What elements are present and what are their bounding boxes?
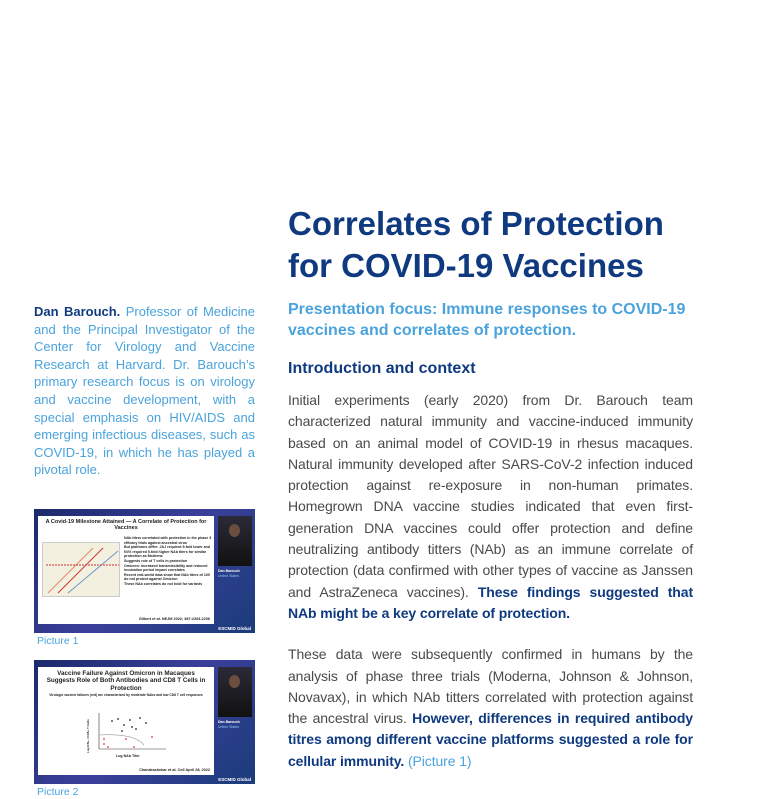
speaker-name: Dan Barouch <box>218 719 240 724</box>
slide-panel <box>38 516 214 624</box>
p2-text: These data were subsequently confirmed in humans by the analysis of phase three trials (Moderna, Johnson & Johnson, Novavax), in which NAb titters correlated with protection against the ancestral virus. <box>288 646 693 727</box>
paragraph-1 <box>288 390 693 624</box>
slide-panel <box>38 667 214 775</box>
paragraph-2 <box>288 644 693 772</box>
picture-2-caption: Picture 2 <box>37 785 79 798</box>
picture-ref[interactable]: (Picture 1) <box>404 752 472 769</box>
speaker-label <box>218 569 252 579</box>
speaker-name: Dan Barouch <box>218 568 240 573</box>
presentation-focus: Presentation focus: Immune responses to COVID-19 vaccines and correlates of protection. <box>288 301 686 339</box>
bullet: These NAb correlates do not hold for variants <box>124 581 203 586</box>
p1-bold: These findings suggested that NAb might be a key correlate of protection. <box>288 583 694 621</box>
slide-title: Vaccine Failure Against Omicron in Macaques Suggests Role of Both Antibodies and CD8 T Cells in Protection <box>46 669 206 692</box>
escmid-logo: ESCMID Global <box>218 625 251 631</box>
scatter-plot <box>94 711 169 753</box>
bullet: Recent real-world data show that NAb titers of 100 do not protect against Omicron <box>124 572 210 582</box>
p2-bold: However, differences in required antibody titres among different vaccine platforms suggested a role for cellular immunity. <box>288 710 693 769</box>
section-heading: Introduction and context <box>288 360 476 377</box>
bio-text: Professor of Medicine and the Principal Investigator of the Center for Virology and Vaccine Research at Harvard. Dr. Barouch’s primary research focus is on virology and vaccine development, with a special emphasis on HIV/AIDS and emerging infectious diseases, such as COVID-19, in which he has played a pivotal role. <box>34 304 256 478</box>
speaker-photo <box>218 516 252 566</box>
speaker-name: Dan Barouch. <box>34 304 121 319</box>
slide-subtitle: Virologic vaccine failures (red) are characterized by moderate NAbs and low CD8 T cell responses <box>49 692 203 697</box>
slide-chart <box>42 542 120 597</box>
picture-1-slide <box>34 509 255 633</box>
speaker-bio <box>34 303 255 479</box>
p1-text: Initial experiments (early 2020) from Dr. Barouch team characterized natural immunity and vaccine-induced immunity based on an animal model of COVID-19 in rhesus macaques. Natural immunity developed after SARS-CoV-2 infection induced protection against re-exposure in non-human primates. Homegrown DNA vaccine studies indicated that even first-generation DNA vaccines could offer protection and define neutralizing antibody titters (NAb) as an immune correlate of protection (data confirmed with other types of vaccine as Janssen and AstraZeneca vaccines). <box>288 392 693 600</box>
y-axis-label: Log IFN+ / CD8+ T Cells <box>86 719 90 753</box>
bullet: But platforms differ: J&J required 9-fold lower and NVX required 9-fold higher NAb titers for similar protection as Moderna <box>124 545 211 559</box>
left-column <box>34 303 255 799</box>
bullet: Suggests role of T cells in protection <box>124 558 188 563</box>
bullet: Omicron: increased transmissibility and reduced incubation period impact correlates <box>124 563 208 573</box>
speaker-country: United States <box>218 724 240 729</box>
slide-title: A Covid-19 Milestone Attained — A Correlate of Protection for Vaccines <box>45 518 207 532</box>
speaker-label <box>218 720 252 730</box>
speaker-country: United States <box>218 573 240 578</box>
chart-lines <box>43 543 121 598</box>
picture-1-caption: Picture 1 <box>37 634 79 647</box>
speaker-photo <box>218 667 252 717</box>
article-title: Correlates of Protection for COVID-19 Vaccines <box>288 205 664 284</box>
x-axis-label: Log NAb Titer <box>116 753 140 758</box>
picture-2-slide <box>34 660 255 784</box>
slide-bullets <box>124 536 212 587</box>
escmid-logo: ESCMID Global <box>218 776 251 782</box>
bullet: NAb titers correlated with protection in the phase 3 efficacy trials against ancestral virus <box>124 535 212 545</box>
article-column <box>288 203 698 772</box>
slide-source: Chandrashekar et al. Cell April 28, 2022 <box>139 768 210 773</box>
slide-source: Gilbert et al. NEJM 2022; 387:2203-2206 <box>138 617 210 622</box>
